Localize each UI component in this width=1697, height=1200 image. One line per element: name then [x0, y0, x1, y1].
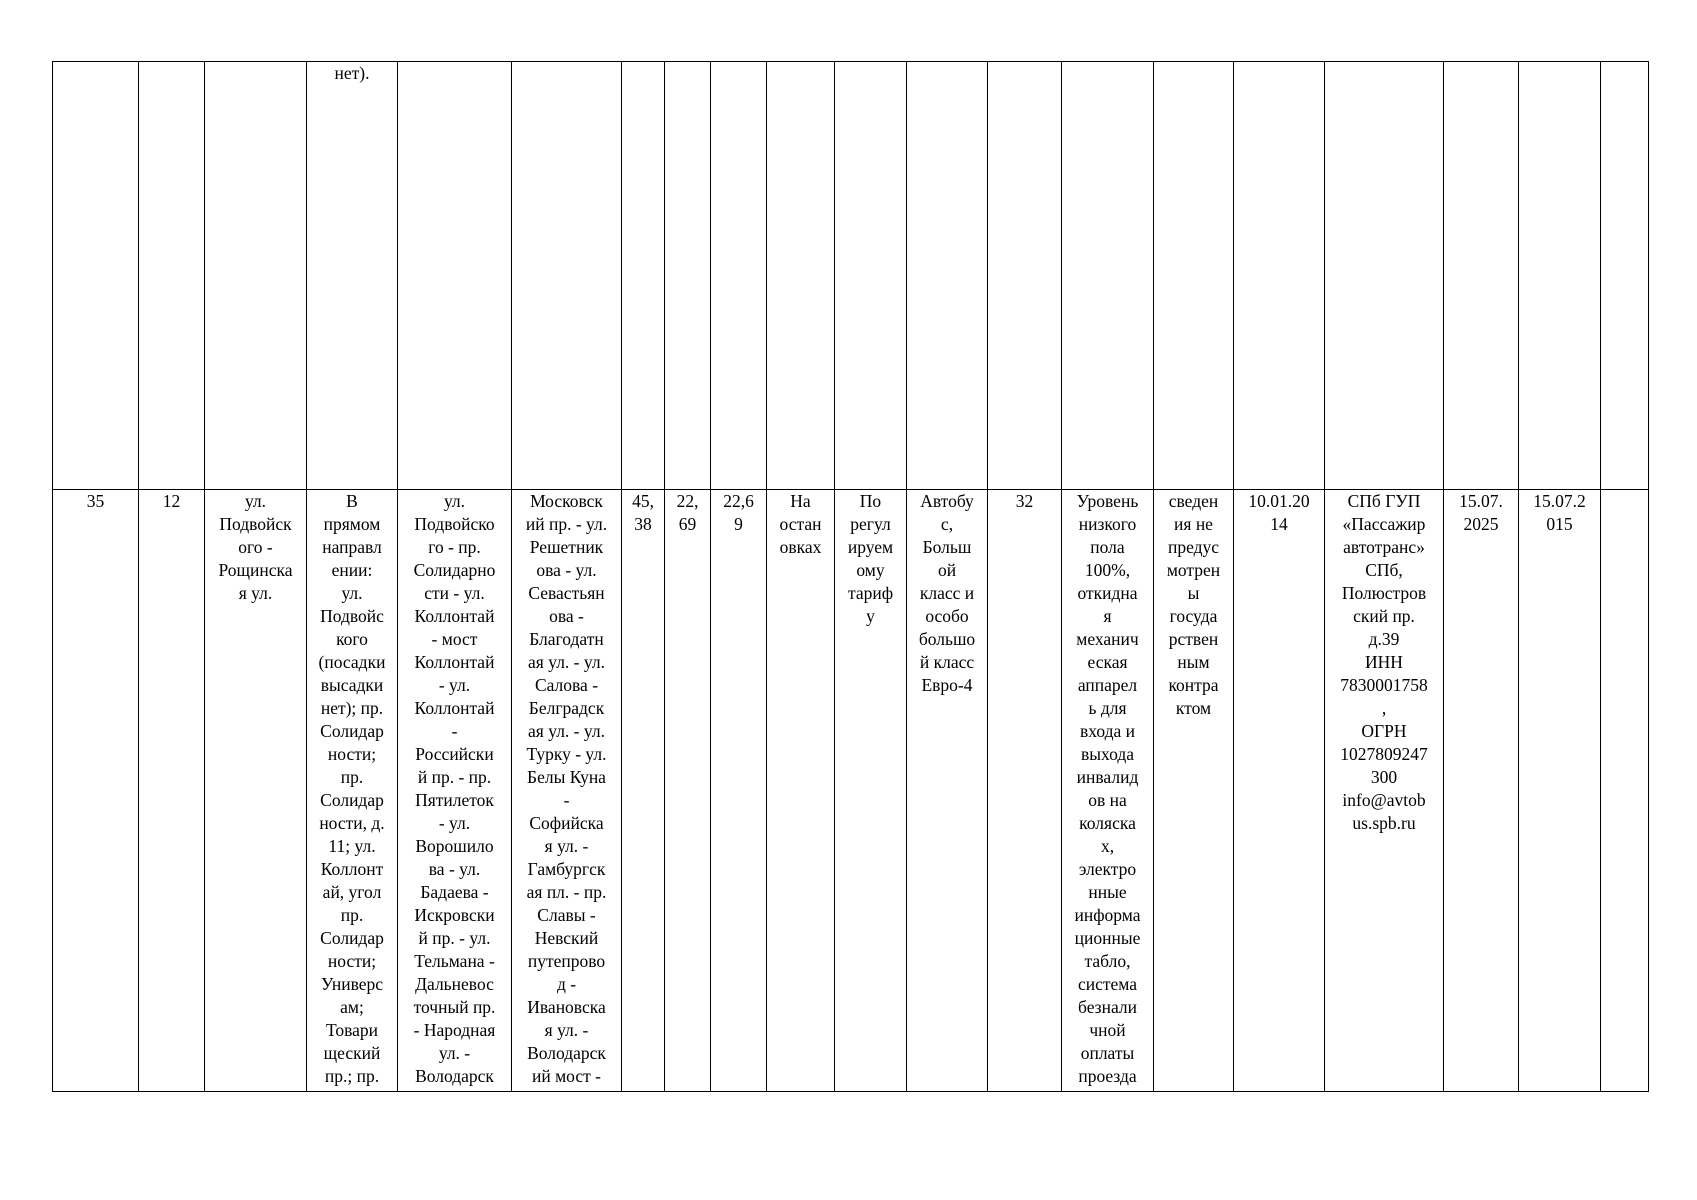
cell-stop-order	[767, 62, 835, 490]
cell-date-b	[1519, 62, 1601, 490]
cell-streets-forward: ул. Подвойско го - пр. Солидарно сти - ул. Коллонтай - мост Коллонтай - ул. Коллонтай - Российски й пр. - пр. Пятилеток - ул. Ворошило ва - ул. Бадаева - Искровски й пр. - ул. Тельмана - Дальневос точный пр. - Народная ул. - Володарск	[398, 490, 512, 1092]
cell-streets-backward: Московск ий пр. - ул. Решетник ова - ул. Севастьян ова - Благодатн ая ул. - ул. Салова - Белградск ая ул. - ул. Турку - ул. Белы Куна - Софийска я ул. - Гамбургск ая пл. - пр. Славы - Невский путепрово д - Ивановска я ул. - Володарск ий мост -	[512, 490, 622, 1092]
cell-contract-info: сведен ия не предус мотрен ы госуда рствен ным контра ктом	[1154, 490, 1234, 1092]
cell-number	[53, 62, 139, 490]
cell-route-number	[139, 62, 205, 490]
cell-operator	[1325, 62, 1444, 490]
cell-stops-text: В прямом направл ении: ул. Подвойс кого (посадки высадки нет); пр. Солидар ности; пр. Солидар ности, д. 11; ул. Коллонт ай, угол пр. Солидар ности; Универс ам; Товари щеский пр.; пр.	[307, 490, 398, 1092]
cell-length-total	[622, 62, 665, 490]
table-row	[53, 490, 1649, 1092]
cell-start-date	[1234, 62, 1325, 490]
cell-length-forward	[665, 62, 711, 490]
cell-streets-backward	[512, 62, 622, 490]
table-row	[53, 62, 1649, 490]
cell-length-backward: 22,6 9	[711, 490, 767, 1092]
cell-vehicle	[907, 62, 988, 490]
cell-date-a: 15.07. 2025	[1444, 490, 1519, 1092]
cell-stops-text: нет).	[307, 62, 398, 490]
cell-start-date: 10.01.20 14	[1234, 490, 1325, 1092]
cell-route-name	[205, 62, 307, 490]
cell-vehicle-count	[988, 62, 1062, 490]
route-registry-table	[52, 61, 1649, 1092]
cell-number: 35	[53, 490, 139, 1092]
cell-date-b: 15.07.2 015	[1519, 490, 1601, 1092]
cell-streets-forward	[398, 62, 512, 490]
cell-features: Уровень низкого пола 100%, откидна я механич еская аппарел ь для входа и выхода инвалид ов на коляска х, электро нные информа ционные табло, система безнали чной оплаты проезда	[1062, 490, 1154, 1092]
cell-features	[1062, 62, 1154, 490]
cell-route-name: ул. Подвойск ого - Рощинска я ул.	[205, 490, 307, 1092]
cell-tariff: По регул ируем ому тариф у	[835, 490, 907, 1092]
cell-length-backward	[711, 62, 767, 490]
cell-vehicle: Автобу с, Больш ой класс и особо большо й класс Евро-4	[907, 490, 988, 1092]
cell-contract-info	[1154, 62, 1234, 490]
cell-stop-order: На остан овках	[767, 490, 835, 1092]
cell-last	[1601, 62, 1649, 490]
cell-tariff	[835, 62, 907, 490]
cell-last	[1601, 490, 1649, 1092]
cell-length-forward: 22, 69	[665, 490, 711, 1092]
cell-date-a	[1444, 62, 1519, 490]
cell-vehicle-count: 32	[988, 490, 1062, 1092]
cell-length-total: 45, 38	[622, 490, 665, 1092]
cell-route-number: 12	[139, 490, 205, 1092]
cell-operator: СПб ГУП «Пассажир автотранс» СПб, Полюстров ский пр. д.39 ИНН 7830001758 , ОГРН 1027809247 300 info@avtob us.spb.ru	[1325, 490, 1444, 1092]
